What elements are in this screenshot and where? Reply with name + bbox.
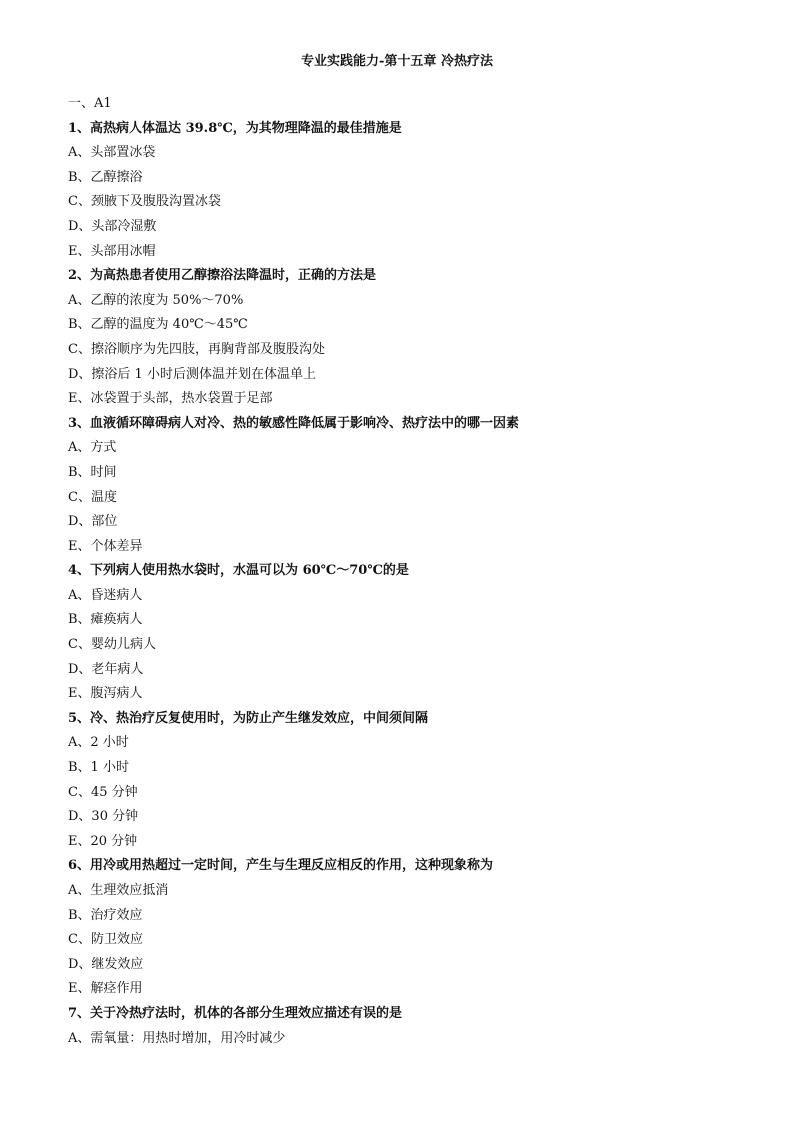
question-5-option-e: E、20 分钟 [68,833,138,849]
section-heading: 一、A1 [68,96,112,111]
question-1-option-e: E、头部用冰帽 [68,243,156,259]
question-2-option-a: A、乙醇的浓度为 50%～70% [68,292,244,308]
question-3-option-c: C、温度 [68,489,117,505]
question-6-option-a: A、生理效应抵消 [68,883,169,898]
question-2-option-d: D、擦浴后 1 小时后测体温并划在体温单上 [68,366,316,382]
question-2: 2、为高热患者使用乙醇擦浴法降温时，正确的方法是 [68,268,377,284]
question-5: 5、冷、热治疗反复使用时，为防止产生继发效应，中间须间隔 [68,710,429,726]
question-5-option-d: D、30 分钟 [68,809,139,825]
question-4-option-b: B、瘫痪病人 [68,612,143,628]
question-list [68,95,728,1054]
question-6: 6、用冷或用热超过一定时间，产生与生理反应相反的作用，这种现象称为 [68,858,494,874]
question-6-option-c: C、防卫效应 [68,932,143,948]
question-6-option-e: E、解痉作用 [68,981,143,997]
question-3-option-b: B、时间 [68,464,117,480]
question-5-option-a: A、2 小时 [68,735,129,751]
question-2-option-e: E、冰袋置于头部，热水袋置于足部 [68,391,273,407]
question-3-option-d: D、部位 [68,514,118,530]
question-5-option-c: C、45 分钟 [68,784,138,800]
question-4-option-e: E、腹泻病人 [68,686,143,702]
question-1: 1、高热病人体温达 39.8℃，为其物理降温的最佳措施是 [68,120,402,136]
question-3-option-e: E、个体差异 [68,538,143,554]
question-4-option-c: C、婴幼儿病人 [68,637,156,653]
question-6-option-d: D、继发效应 [68,956,144,972]
question-4: 4、下列病人使用热水袋时，水温可以为 60℃～70℃的是 [68,563,409,579]
question-1-option-a: A、头部置冰袋 [68,145,156,161]
question-2-option-c: C、擦浴顺序为先四肢，再胸背部及腹股沟处 [68,341,325,357]
question-4-option-d: D、老年病人 [68,661,144,677]
question-1-option-d: D、头部冷湿敷 [68,218,157,234]
question-7-option-a: A、需氧量：用热时增加，用冷时减少 [68,1030,286,1046]
page-title: 专业实践能力-第十五章 冷热疗法 [301,54,493,69]
question-1-option-b: B、乙醇擦浴 [68,169,143,185]
question-4-option-a: A、昏迷病人 [68,587,143,603]
question-6-option-b: B、治疗效应 [68,907,143,923]
question-2-option-b: B、乙醇的温度为 40℃～45℃ [68,317,248,333]
question-5-option-b: B、1 小时 [68,760,129,776]
question-3-option-a: A、方式 [68,440,117,456]
question-3: 3、血液循环障碍病人对冷、热的敏感性降低属于影响冷、热疗法中的哪一因素 [68,415,520,431]
question-7: 7、关于冷热疗法时，机体的各部分生理效应描述有误的是 [68,1005,403,1021]
question-1-option-c: C、颈腋下及腹股沟置冰袋 [68,194,221,210]
